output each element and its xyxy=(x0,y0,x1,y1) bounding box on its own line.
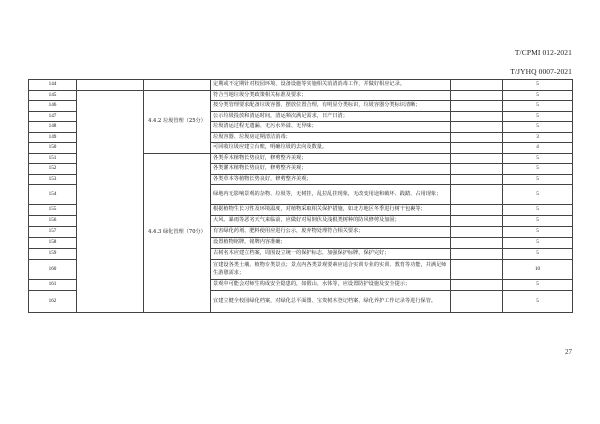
row-score: 10 xyxy=(503,260,573,280)
row-requirement: 根据植物生长习性及环境温度，对植物采取相关保护措施，如北方地区冬季进行树干包裹等； xyxy=(211,205,451,216)
page-number: 27 xyxy=(565,348,572,356)
row-id: 156 xyxy=(29,216,77,227)
row-score: 5 xyxy=(503,216,573,227)
row-id: 150 xyxy=(29,143,77,154)
row-id: 154 xyxy=(29,185,77,205)
row-id: 149 xyxy=(29,132,77,143)
row-requirement: 按分类管理要求配备垃圾容器，摆放位置合理，有明显分类标识，垃圾容器分类标识清晰； xyxy=(211,101,451,112)
row-score: 5 xyxy=(503,101,573,112)
row-requirement: 大风、暴雨等恶劣天气来临前，应做好对易倒伏及浅根类树种的防风修剪及加固； xyxy=(211,216,451,227)
row-requirement: 各类草本等植物长势良好，修剪整齐美观； xyxy=(211,174,451,185)
row-id: 160 xyxy=(29,260,77,280)
row-requirement: 符合当地垃圾分类政策相关标准及要求； xyxy=(211,90,451,101)
category-greening-management: 4.4.3 绿化管理（70分） xyxy=(144,153,211,313)
row-id: 153 xyxy=(29,174,77,185)
table-row xyxy=(29,90,573,101)
row-score: 5 xyxy=(503,227,573,238)
row-score: 5 xyxy=(503,291,573,313)
row-requirement: 定期或不定期针对校园环境、设备设施等实施相关消清消毒工作，并做好相应记录。 xyxy=(211,80,451,91)
row-score: 3 xyxy=(503,132,573,143)
row-requirement: 公示垃圾投放和清运时间，清运频次满足需求，日产日清； xyxy=(211,111,451,122)
row-score: 5 xyxy=(503,205,573,216)
evaluation-table xyxy=(28,79,573,313)
row-requirement: 宜建立健全校园绿化档案，对绿化总平面图、宝贵树木登记档案、绿化养护工作记录等进行保管。 xyxy=(211,291,451,313)
row-score: 5 xyxy=(503,90,573,101)
row-id: 162 xyxy=(29,291,77,313)
row-score: 5 xyxy=(503,80,573,91)
row-requirement: 有害绿化药剂、肥料使用应进行公示，废弃物处理符合相关要求； xyxy=(211,227,451,238)
table-row xyxy=(29,80,573,91)
row-id: 148 xyxy=(29,122,77,133)
row-requirement: 宣建设各类土壤、植物专类景点；景点内各类景观要素应适合实训专业的实训、教育等功能，并满足师生游憩需求； xyxy=(211,260,451,280)
row-id: 144 xyxy=(29,80,77,91)
row-score: 5 xyxy=(503,164,573,175)
row-score: 5 xyxy=(503,185,573,205)
row-id: 145 xyxy=(29,90,77,101)
row-score: 5 xyxy=(503,238,573,249)
row-requirement: 设置植物铭牌，铭牌内容准确； xyxy=(211,238,451,249)
row-requirement: 各类灌木植物长势良好，修剪整齐美观； xyxy=(211,164,451,175)
row-score: 5 xyxy=(503,122,573,133)
standard-code-secondary: T/JYHQ 0007-2021 xyxy=(510,67,572,76)
row-requirement: 古树名木应建立档案，周围设立统一的保护标志，加强保护标牌，保护完好； xyxy=(211,249,451,260)
row-id: 161 xyxy=(29,280,77,291)
row-id: 147 xyxy=(29,111,77,122)
row-id: 158 xyxy=(29,238,77,249)
row-score: 5 xyxy=(503,174,573,185)
row-id: 155 xyxy=(29,205,77,216)
row-requirement: 可回收垃圾应建立台账，明确垃圾的去向及数量。 xyxy=(211,143,451,154)
row-id: 151 xyxy=(29,153,77,164)
row-id: 159 xyxy=(29,249,77,260)
row-score: 4 xyxy=(503,143,573,154)
row-requirement: 景观中可能会对师生构成安全隐患的，如假山、水体等，应设置防护设施及安全提示； xyxy=(211,280,451,291)
row-requirement: 绿地内无影响景观的杂物、垃圾等，无树挂，乱拉乱挂现象，无改变用途和破坏、践踏、占用现象； xyxy=(211,185,451,205)
row-id: 157 xyxy=(29,227,77,238)
row-id: 152 xyxy=(29,164,77,175)
row-score: 5 xyxy=(503,153,573,164)
standard-code-primary: T/CPMI 012-2021 xyxy=(514,48,572,57)
row-requirement: 各类乔木植物长势良好，修剪整齐美观； xyxy=(211,153,451,164)
row-requirement: 垃圾容器、垃圾房定期清洁消毒； xyxy=(211,132,451,143)
row-requirement: 垃圾清运过程无遗漏、无污水外溢、无异味； xyxy=(211,122,451,133)
row-id: 146 xyxy=(29,101,77,112)
row-score: 5 xyxy=(503,249,573,260)
category-garbage-management: 4.4.2 垃圾管理（25分） xyxy=(144,90,211,153)
row-score: 5 xyxy=(503,111,573,122)
row-score: 5 xyxy=(503,280,573,291)
